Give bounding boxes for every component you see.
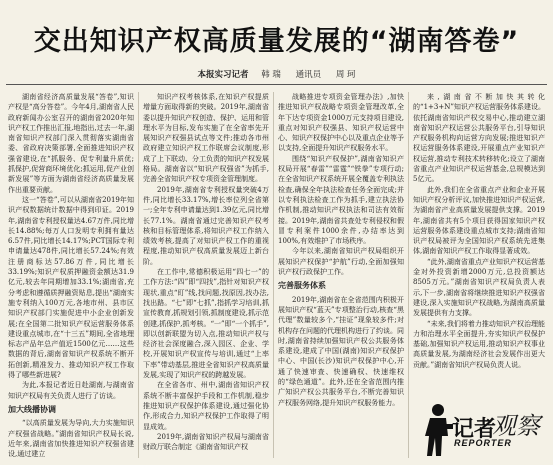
article-column-4 bbox=[413, 92, 545, 398]
article-column-1 bbox=[8, 92, 134, 460]
header-rule bbox=[6, 84, 547, 85]
paragraph: “以高质量发展为导向,大力实施知识产权强省战略。”湖南省知识产权局长说,近年来,湖南省加快推进知识产权强省建设,通过建立 bbox=[8, 419, 134, 459]
paragraph: 来,湖南省不断加快其转化的“1+3+N”知识产权运营服务体系建设。依托湖南省知识产权交易中心,推动建立湖南省知识产权运营公共服务平台,引导知识产权服务机构向运营方向发展;推进知识产权运营服务体系建设,开展重点产业知识产权运营,推动专利技术转移转化;设立了湖南省重点产业知识产权运营基金,总规模达到5亿元。 bbox=[413, 93, 545, 184]
paragraph: 2019年,湖南省在全省范围内积极开展知识产权“蓝天”专项整治行动,核查“黑代理”数量较多个,“挂证”现象较多件;对机构存在问题的代理机构进行了约谈。同时,湖南省持续加强知识产权公共服务体系建设,建成了中国(湖南)知识产权保护中心、中国(长沙)知识产权保护中心,开通了快速审查、快速确权、快速维权的“绿色通道”。此外,还在全省范围内推广知识产权公共服务平台,不断完善知识产权服务网络,提升知识产权服务能力。 bbox=[278, 295, 404, 407]
byline-author: 韩 瑞 bbox=[261, 70, 281, 80]
paragraph: “此外,湖南省重点产业知识产权运营基金对外投资新增2000万元,总投资额达8505万元。”湖南省知识产权局负责人表示,下一步,湖南省将继续推进知识产权强省建设,深入实施知识产权战略,为湖南高质量发展提供有力支撑。 bbox=[413, 257, 545, 318]
paragraph: 2019年,湖南省知识产权局与湖南省财政厅联合制定《湖南省知识产权 bbox=[143, 432, 269, 452]
article-headline: 交出知识产权高质量发展的“湖南答卷” bbox=[33, 26, 520, 57]
paragraph: 知识产权考核体系,在知识产权提质增量方面取得新的突破。2019年,湖南省委以提升知识产权创造、保护、运用和管理水平为目标,发布实施了在全省率先开展知识产权强县试点等文件;推动各市州政府建立知识产权工作联席会议制度,形成了上下联动、分工负责的知识产权发展格局。湖南省以“知识产权强省”为抓手,完善全省知识产权专项资金管理制度。 bbox=[143, 93, 269, 184]
byline-author: 周 珂 bbox=[335, 70, 356, 80]
logo-text-script: 观察 bbox=[492, 412, 540, 440]
paragraph: “未来,我们将着力推动知识产权治理能力和治理水平全面提升,夯实知识产权保护基础,加强知识产权运用,推动知识产权事业高质量发展,为湖南经济社会发展作出更大贡献。”湖南省知识产权局负责人说。 bbox=[413, 319, 545, 369]
paragraph: 战略推进专项资金管理办法》,加快推进知识产权战略专项资金管理改革,全年下达专项资金1000万元支持项目建设,重点对知识产权强县、知识产权运营中心、知识产权保护中心以及重点企业等予以支持,全面提升知识产权服务水平。 bbox=[278, 93, 404, 153]
article-column-2 bbox=[143, 92, 269, 460]
paragraph: 这一“答卷”,可以从湖南省2019年知识产权数据统计数据中得到印证。2019年,湖南省专利授权量达4.67万件,同比增长14.88%;每万人口发明专利拥有量达6.57件,同比增长14.17%;PCT国际专利申请量达478件,同比增长57.24%;有效注册商标达57.86万件,同比增长33.19%;知识产权质押融资金额达31.9亿元,较去年同期增加33.1%;湖南省,充分考虑和遵循质押融资贴息,提出“湖南实施专利纳入100万元,各地市州、县市区知识产权部门实施促进中小企业创新发展;在全国第二批知识产权运营服务体系建设重点城市,在“十三五”期间,全省地理标志产品年总产值近1500亿元……这些数据的背后,湖南省知识产权系统不断开拓创新,精准发力、推动知识产权工作取得了哪些新进展? bbox=[8, 195, 134, 380]
column-divider bbox=[273, 92, 274, 458]
paragraph: 今年以来,湖南省知识产权局组织开展知识产权保护“护航”行动,全面加强知识产权行政保护工作。 bbox=[278, 247, 404, 277]
section-subheading: 加大线播协调 bbox=[8, 404, 56, 414]
article-column-3 bbox=[278, 92, 404, 460]
reporter-figure-icon bbox=[418, 402, 454, 458]
paragraph: 2019年,湖南省专利授权量突破4万件,同比增长33.17%,增长率位列全省第一;全年专利申请量达到1.39亿元,同比增长77.1%。湖南省通过完善知识产权考核和目标管理体系,将知识产权工作纳入绩效考核,提高了对知识产权工作的重视程度,推动知识产权高质量发展迈上新台阶。 bbox=[143, 185, 269, 266]
article-byline bbox=[0, 68, 553, 80]
byline-author: 通讯员 bbox=[295, 70, 322, 80]
paragraph: 湖南省经济高质量发展“答卷”,知识产权是“高分答卷”。今年4月,湖南省人民政府新闻办公室召开的湖南省2020年知识产权工作推出汇报,地指出,过去一年,湖南省知识产权部门深入贯彻落实湖南省委、省政府决策部署,全面推进知识产权强省建设,在“抓服务、促专利量升质优;抓保护,促营商环境优化;抓运用,促产业创新发展”等方面为湖南省经济高质量发展作出重要贡献。 bbox=[8, 93, 134, 194]
column-divider bbox=[408, 92, 409, 458]
column-logo bbox=[416, 400, 546, 458]
logo-text-latin: REPORTER bbox=[454, 438, 512, 448]
section-subheading: 完善服务体系 bbox=[278, 281, 326, 291]
logo-text-primary: 记者 bbox=[452, 416, 497, 442]
paragraph: 在全省各市、州中,湖南省知识产权系统不断丰富保护手段和工作机制,稳步推进知识产权保护体系建设,通过强化协作,形成合力,知识产权保护工作取得了明显成效。 bbox=[143, 381, 269, 431]
paragraph: 在工作中,常德积极运用“四七一”的工作方法:“四”即“四找”,指针对知识产权现状,重点“盯”线,找问题,找原因,找办法,找出路。“七”即“七抓”,指抓学习培训,抓宣传教育,抓规划引领,抓制度建设,抓示范创建,抓保护,抓考核。“一”即“一个抓手”,即以创新联盟为切入点,推动知识产权与经济社会深度融合,深入园区、企业、学校,开展知识产权宣传与培训,通过“上率下率”带动基层,推进全省知识产权高质量发展,实现了知识产权的跨越发展。 bbox=[143, 268, 269, 380]
byline-role: 本报实习记者 bbox=[197, 70, 249, 80]
paragraph: 此外,我们在全省重点产业和企业开展知识产权分析评议,加快推进知识产权运营,为湖南省产业高质量发展提供支撑。2019年,湖南省共有5个项目获得国家知识产权运营服务体系建设重点城市支持;湖南省知识产权局被评为全国知识产权系统先进集体,湖南省知识产权工作取得显著成效。 bbox=[413, 185, 545, 256]
paragraph: 为此,本报记者近日赴湖南,与湖南省知识产权局有关负责人进行了访谈。 bbox=[8, 381, 134, 400]
column-divider bbox=[138, 92, 139, 458]
paragraph: 围绕“知识产权保护”,湖南省知识产权局开展“春雷”“雷霆”“铁拳”专项行动;在全省知识产权系统开展全覆盖专利执法检查,确保全年执法检查任务全面完成;并以专利执法检查工作为抓手,建立执法协作机制,推动知识产权执法和司法有效衔接。2019年,湖南省共查处专利侵权和假冒专利案件1000余件,办结率达到100%,有效维护了市场秩序。 bbox=[278, 154, 404, 246]
